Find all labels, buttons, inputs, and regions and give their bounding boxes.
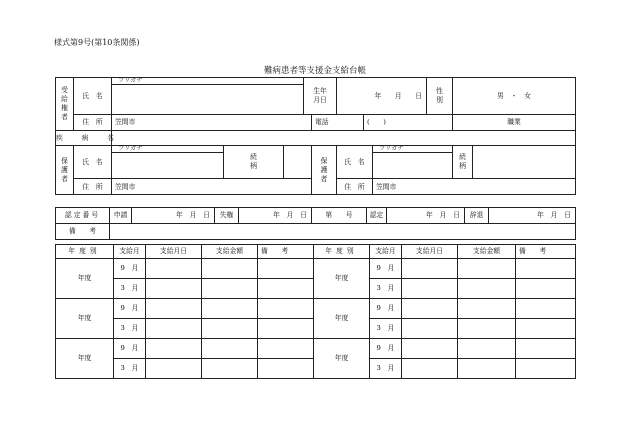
left-pay-date-cell[interactable] — [146, 279, 202, 299]
right-amount-cell[interactable] — [458, 259, 516, 279]
disease-label: 疾 病 名 — [56, 131, 112, 146]
left-fiscal-year-cell[interactable]: 年度 — [56, 339, 114, 379]
right-amount-cell[interactable] — [458, 319, 516, 339]
left-remarks-cell[interactable] — [258, 319, 314, 339]
guardian-right-relation-label: 続 柄 — [453, 146, 473, 179]
left-month-cell: 3 月 — [114, 319, 146, 339]
right-amount-header: 支給金額 — [458, 245, 516, 259]
recipient-phone-field[interactable]: ( ) — [364, 115, 453, 131]
recipient-occupation-label: 職業 — [453, 115, 576, 131]
left-pay-date-cell[interactable] — [146, 319, 202, 339]
recipient-birth-label: 生年 月日 — [304, 78, 337, 115]
lapse-date-field[interactable]: 年 月 日 — [239, 208, 312, 224]
right-remarks-cell[interactable] — [516, 299, 576, 319]
left-amount-cell[interactable] — [202, 299, 258, 319]
recipient-birth-value[interactable]: 年 月 日 — [337, 78, 427, 115]
right-remarks-cell[interactable] — [516, 319, 576, 339]
right-month-cell: 9 月 — [370, 339, 402, 359]
left-pay-date-cell[interactable] — [146, 299, 202, 319]
left-amount-cell[interactable] — [202, 319, 258, 339]
right-pay-date-cell[interactable] — [402, 319, 458, 339]
right-month-header: 支給月 — [370, 245, 402, 259]
left-amount-header: 支給金額 — [202, 245, 258, 259]
guardian-left-section-label: 保 護 者 — [56, 146, 74, 195]
guardian-left-address-label: 住 所 — [74, 179, 112, 195]
right-pay-date-header: 支給月日 — [402, 245, 458, 259]
cert-date-field[interactable]: 年 月 日 — [387, 208, 465, 224]
recipient-sex-options[interactable]: 男 ・ 女 — [453, 78, 576, 115]
left-fiscal-year-cell[interactable]: 年度 — [56, 259, 114, 299]
right-remarks-cell[interactable] — [516, 259, 576, 279]
right-amount-cell[interactable] — [458, 279, 516, 299]
left-remarks-cell[interactable] — [258, 339, 314, 359]
guardian-right-relation-field[interactable] — [473, 146, 576, 179]
left-remarks-cell[interactable] — [258, 299, 314, 319]
cert-number-label: 認定番号 — [56, 208, 110, 224]
right-pay-date-cell[interactable] — [402, 279, 458, 299]
left-month-cell: 9 月 — [114, 339, 146, 359]
right-month-cell: 3 月 — [370, 279, 402, 299]
payment-table-left — [55, 244, 314, 379]
guardian-left-address-field[interactable]: 笠間市 — [112, 179, 312, 195]
right-pay-date-cell[interactable] — [402, 359, 458, 379]
application-date-field[interactable]: 年 月 日 — [132, 208, 215, 224]
recipient-address-field[interactable]: 笠間市 — [112, 115, 312, 131]
withdraw-label: 辞退 — [465, 208, 489, 224]
form-id: 様式第9号(第10条関係) — [54, 38, 140, 47]
left-remarks-cell[interactable] — [258, 359, 314, 379]
lapse-label: 失権 — [215, 208, 239, 224]
registration-table — [55, 77, 576, 195]
right-year-header: 年度別 — [314, 245, 370, 259]
recipient-phone-label: 電話 — [312, 115, 364, 131]
guardian-right-address-field[interactable]: 笠間市 — [373, 179, 576, 195]
guardian-left-relation-field[interactable] — [284, 146, 312, 179]
recipient-furigana-label: フリガナ — [112, 78, 304, 85]
left-pay-date-header: 支給月日 — [146, 245, 202, 259]
guardian-right-section-label: 保 護 者 — [312, 146, 337, 195]
right-month-cell: 3 月 — [370, 359, 402, 379]
left-month-cell: 3 月 — [114, 279, 146, 299]
guardian-left-relation-label: 続 柄 — [224, 146, 284, 179]
guardian-left-name-label: 氏 名 — [74, 146, 112, 179]
right-month-cell: 9 月 — [370, 259, 402, 279]
recipient-name-field[interactable] — [112, 85, 304, 115]
right-month-cell: 3 月 — [370, 319, 402, 339]
certification-table — [55, 207, 576, 240]
left-amount-cell[interactable] — [202, 359, 258, 379]
left-remarks-cell[interactable] — [258, 259, 314, 279]
right-amount-cell[interactable] — [458, 339, 516, 359]
payment-table-right — [313, 244, 576, 379]
withdraw-date-field[interactable]: 年 月 日 — [489, 208, 576, 224]
left-month-cell: 3 月 — [114, 359, 146, 379]
left-fiscal-year-cell[interactable]: 年度 — [56, 299, 114, 339]
left-year-header: 年度別 — [56, 245, 114, 259]
right-fiscal-year-cell[interactable]: 年度 — [314, 299, 370, 339]
guardian-right-furigana-label: フリガナ — [373, 146, 453, 153]
right-pay-date-cell[interactable] — [402, 299, 458, 319]
right-remarks-header: 備 考 — [516, 245, 576, 259]
guardian-right-address-label: 住 所 — [337, 179, 373, 195]
left-month-cell: 9 月 — [114, 259, 146, 279]
disease-field[interactable] — [112, 131, 576, 146]
left-amount-cell[interactable] — [202, 279, 258, 299]
right-fiscal-year-cell[interactable]: 年度 — [314, 259, 370, 299]
recipient-address-label: 住 所 — [74, 115, 112, 131]
right-pay-date-cell[interactable] — [402, 339, 458, 359]
left-amount-cell[interactable] — [202, 259, 258, 279]
left-month-header: 支給月 — [114, 245, 146, 259]
right-amount-cell[interactable] — [458, 299, 516, 319]
guardian-right-name-label: 氏 名 — [337, 146, 373, 179]
recipient-sex-label: 性 別 — [427, 78, 453, 115]
cert-label: 認定 — [367, 208, 387, 224]
right-remarks-cell[interactable] — [516, 359, 576, 379]
remarks-field[interactable] — [110, 224, 576, 240]
left-amount-cell[interactable] — [202, 339, 258, 359]
left-pay-date-cell[interactable] — [146, 359, 202, 379]
right-remarks-cell[interactable] — [516, 339, 576, 359]
recipient-name-label: 氏 名 — [74, 78, 112, 115]
right-pay-date-cell[interactable] — [402, 259, 458, 279]
remarks-label: 備 考 — [56, 224, 110, 240]
form-title: 難病患者等支援金支給台帳 — [263, 66, 366, 76]
left-remarks-header: 備 考 — [258, 245, 314, 259]
left-month-cell: 9 月 — [114, 299, 146, 319]
guardian-right-name-field[interactable] — [373, 153, 453, 179]
left-pay-date-cell[interactable] — [146, 259, 202, 279]
recipient-section-label: 受 給 権 者 — [56, 78, 74, 131]
right-amount-cell[interactable] — [458, 359, 516, 379]
left-pay-date-cell[interactable] — [146, 339, 202, 359]
right-fiscal-year-cell[interactable]: 年度 — [314, 339, 370, 379]
guardian-left-name-field[interactable] — [112, 153, 224, 179]
left-remarks-cell[interactable] — [258, 279, 314, 299]
guardian-left-furigana-label: フリガナ — [112, 146, 224, 153]
application-label: 申請 — [110, 208, 132, 224]
right-remarks-cell[interactable] — [516, 279, 576, 299]
right-month-cell: 9 月 — [370, 299, 402, 319]
cert-number-field[interactable]: 第 号 — [312, 208, 367, 224]
